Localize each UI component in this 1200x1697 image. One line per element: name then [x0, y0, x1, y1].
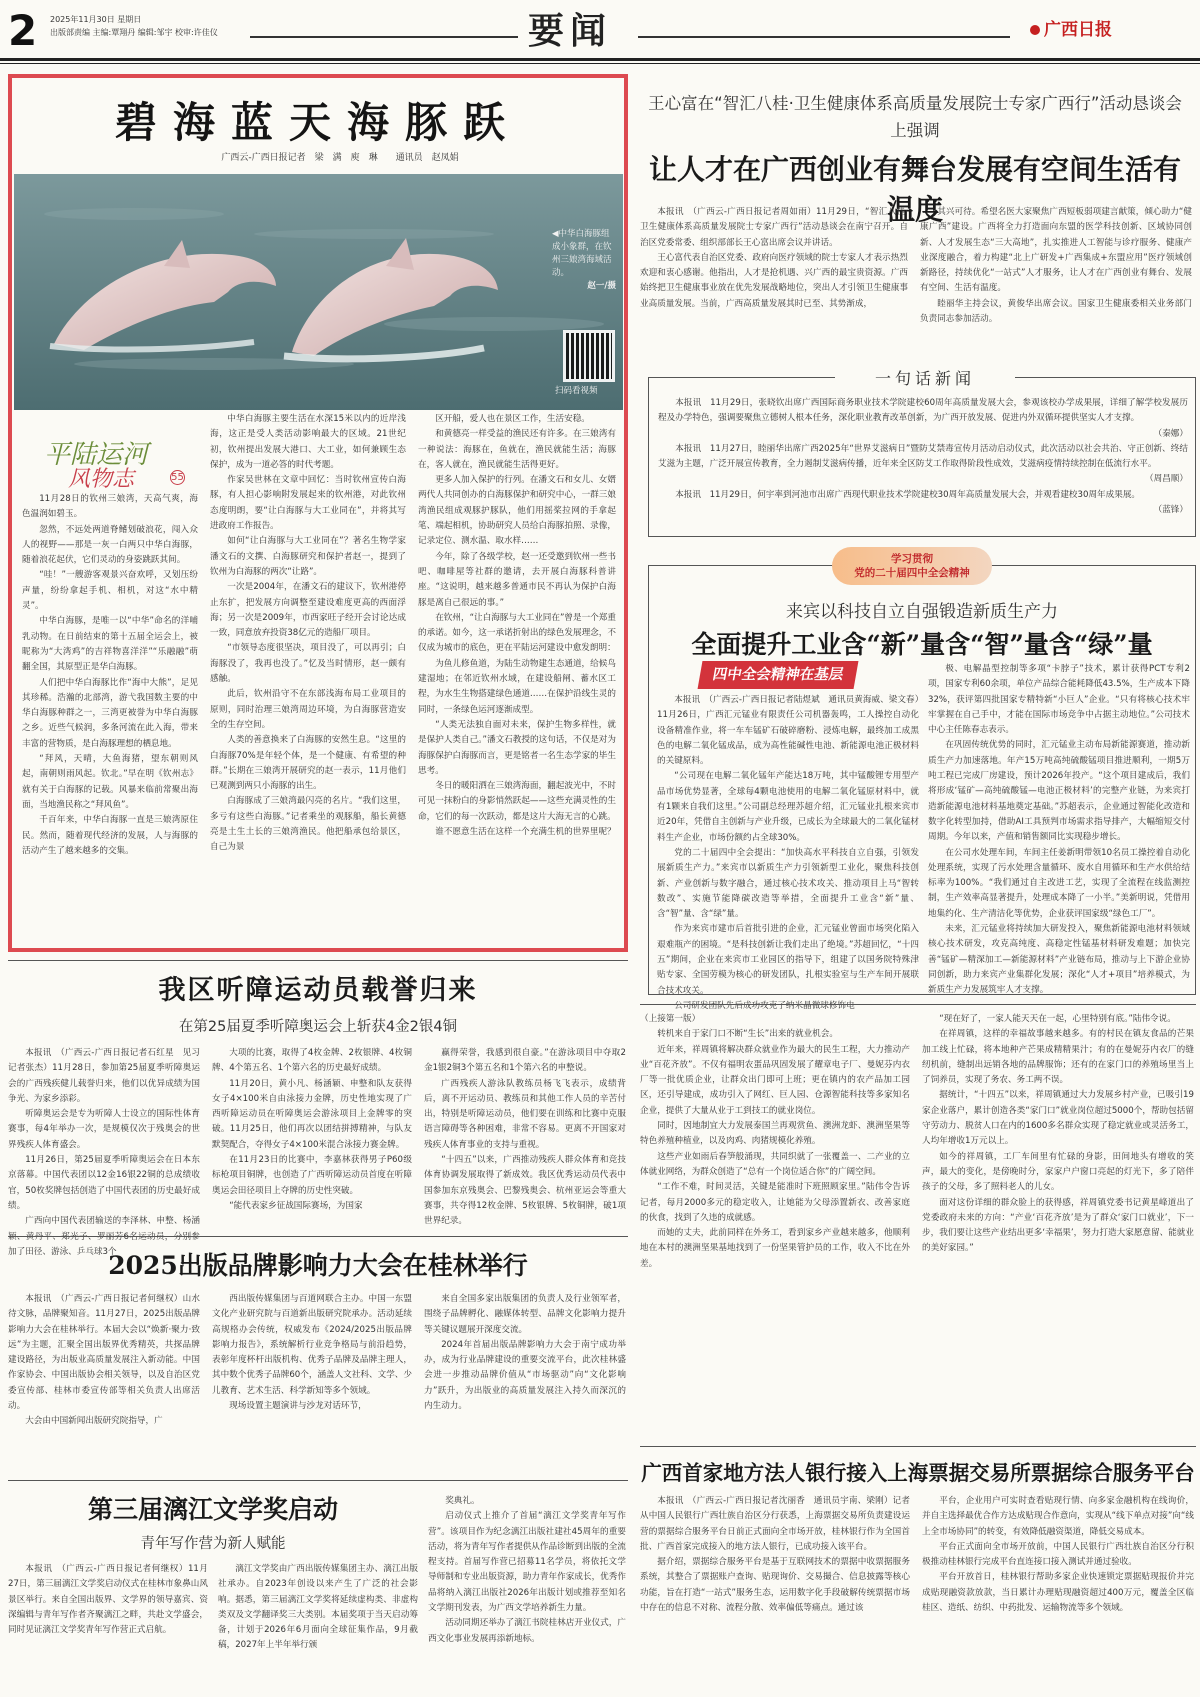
- hearing-column-1: [8, 1046, 200, 1257]
- study-badge-line2: 党的二十届四中全会精神: [854, 567, 970, 579]
- qr-code[interactable]: [563, 330, 615, 382]
- rubric-line1: 平陆运河: [44, 440, 149, 470]
- paragraph: 11月28日的钦州三娘湾，天高气爽，海色温润如碧玉。: [22, 494, 198, 520]
- lijiang-rule: [8, 1480, 628, 1481]
- paragraph: 据介绍，票据综合服务平台是基于互联网技术的票据中收票据服务系统，其整合了票据账户查询、贴现询价、交易撮合、信息披露等核心功能，旨在打造“一站式”服务生态，运用数字化手段破解传统票据市场中存在的信息不对称、流程分散、效率偏低等痛点。通过该: [640, 1557, 910, 1614]
- feature-column-1: [22, 492, 198, 942]
- paragraph: 西出版传媒集团与百道网联合主办。中国一东盟文化产业研究院与百道新出版研究院承办。活动延续高规格办会传统，权威发布《2024/2025出版品牌影响力报告》，系统解析行业竞争格局与前沿趋势，表彰年度杯杆出版机构、优秀子品牌及品牌主理人，其中数个优秀子品牌60个，涵盖人文社科、文学、少儿教育、艺术生活、科学新知等多个领域。: [212, 1294, 412, 1396]
- header-editors: 出版部责编 主编:覃翔丹 编辑:邹宇 校审:许佳仪: [50, 28, 218, 37]
- paragraph: 大项的比赛，取得了4枚金牌、2枚银牌、4枚铜牌、4个第五名、1个第六名的历史最好成绩。: [212, 1048, 412, 1074]
- feature-byline: 广西云-广西日报记者 梁 满 庾 琳 通讯员 赵凤娟: [221, 153, 459, 163]
- series-rubric: [28, 428, 184, 492]
- study-column-1: [657, 693, 919, 1011]
- paragraph: 未来，汇元锰业将持续加大研发投入，聚焦新能源电池材料领域核心技术研发，攻克高纯度、高稳定性锰基材料研发难题；加快完善“锰矿—精深加工—新能源材料”产业链布局，推动与上下游企业协同创新，助力来宾产业集群化发展；深化“人才+项目”培养模式，为新质生产力发展筑牢人才支撑。: [928, 924, 1190, 996]
- photo-credit: 赵一/摄: [587, 281, 616, 291]
- paragraph: “能代表家乡征战国际赛场，为国家: [229, 1200, 363, 1211]
- paragraph: 冬日的暖阳洒在三娘湾海面，翻起波光中，不时可见一抹粉白的身影悄然跃起——这些充满灵性的生命，它们的每一次跃动，都是这片大海无言的心跳。: [418, 781, 616, 822]
- paragraph: 11月26日，第25届夏季听障奥运会在日本东京落幕。中国代表团以12金16银22铜的总成绩收官，50枚奖牌包括创造了中国代表团的历史最好成绩。: [8, 1155, 200, 1211]
- paragraph: 平台，企业用户可实时查看贴现行情、向多家金融机构在线询价，并自主选择最优合作方达成贴现合作意向，实现从“线下单点对接”向“线上全市场协同”的转变，有效降低融资渠道，降低交易成本。: [922, 1496, 1194, 1537]
- section-title: 要闻: [528, 10, 613, 52]
- paragraph: 千百年来，中华白海豚一直是三娘湾原住民。然而，随着现代经济的发展，人与海豚的活动产生了越来越多的交集。: [22, 815, 198, 856]
- header-date: 2025年11月30日 星期日: [50, 15, 142, 24]
- paragraph: 如今的祥周镇，工厂车间里有忙碌的身影，田间地头有增收的笑声，最大的变化，是傍晚时分，家家户户窗口亮起的灯光下，多了陪伴孩子的父母，多了照料老人的儿女。: [922, 1151, 1194, 1193]
- paragraph: 奖典礼。: [445, 1496, 480, 1506]
- paragraph: 2024年首届出版品牌影响力大会于南宁成功举办，成为行业品牌建设的重要交流平台，此次桂林盛会进一步推动品牌价值从“市场驱动”向“文化影响力”跃升，为出版业的高质量发展注入持久而深沉的内生动力。: [424, 1339, 626, 1412]
- news-source: （周昌顺）: [1145, 474, 1188, 485]
- paragraph: 而她的丈夫，此前同样在外务工，看到家乡产业越来越多，他顺利地在本村的澳洲坚果基地找到了一份坚果管护员的工作，收入不比在外差。: [640, 1228, 910, 1269]
- lijiang-column-1: [8, 1562, 208, 1692]
- paragraph: 更多人加入保护的行列。在潘文石和女儿、女婿两代人共同创办的白海豚保护和研究中心，一群三娘湾渔民组成观豚护豚队，他们用摇桨拉网的手拿起笔、端起相机，协助研究人员给白海豚拍照、录像，记录定位、测水温、取水样……: [418, 475, 616, 547]
- study-badge: [832, 547, 992, 585]
- jump-column-2: [922, 1012, 1194, 1434]
- paragraph: 漓江文学奖由广西出版传媒集团主办、漓江出版社承办。自2023年创设以来产生了广泛的社会影响。据悉，第三届漓江文学奖将延续虚构类、非虚构类双及文学翻译奖三大类别。本届奖项于当天启动筹备，计划于2026年6月面向全球征集作品，9月截稿，2027年上半年举行颁: [218, 1564, 418, 1651]
- study-column-2: [928, 662, 1190, 996]
- paragraph: 现场设置主题演讲与沙龙对话环节，: [229, 1401, 367, 1412]
- study-title: 全面提升工业含“新”量含“智”量含“绿”量: [691, 630, 1153, 659]
- paragraph: 党的二十届四中全会提出：“加快高水平科技自立自强，引领发展新质生产力。”来宾市以新质生产力引领新型工业化，聚焦科技创新、产业创新与数字融合，通过核心技术攻关、推动项目上马“智转数改”、实施节能降碳改造等举措，全面提升工业含“新”量、含“智”量、含“绿”量。: [657, 847, 919, 920]
- paragraph: “十四五”以来，广西推动残疾人群众体育和竞技体育协调发展取得了新成效。我区优秀运动员代表中国参加东京残奥会、巴黎残奥会、杭州亚运会等重大赛事，共夺得12枚金牌、5枚银牌、5枚铜牌，破1项世界纪录。: [424, 1155, 626, 1227]
- paragraph: 平台开放首日，桂林银行帮助多家企业快速锁定票据贴现报价并完成贴现融资款放款，当日累计办理贴现融资超过400万元，覆盖全区临桂区、造纸、纺织、中药批发、运输物流等多个领域。: [922, 1572, 1194, 1614]
- paragraph: 极、电解晶型控制等多项“卡脖子”技术，累计获得PCT专利2项，国家专利60余项，单位产品综合能耗降低43.5%，生产成本下降32%，获评第四批国家专精特新“小巨人”企业。“只有将核心技术牢牢掌握在自己手中，才能在国际市场竞争中占据主动地位。”公司技术中心主任陈春志表示。: [928, 664, 1190, 736]
- publishing-column-3: [424, 1292, 626, 1468]
- bank-column-1: [640, 1494, 910, 1692]
- paragraph: “哇！”一艘游客观景兴奋欢呼，又划压纷声量，纷纷拿起手机、相机，对这“水中精灵”。: [22, 570, 198, 612]
- paragraph: 人类的善意换来了白海豚的安然生息。“这里的白海豚70%是年轻个体，是一个健康、有希望的种群。”长期在三娘湾开展研究的赵一表示，11月他们已观测到两只小海豚的出生。: [210, 735, 406, 792]
- hearing-subtitle: 在第25届夏季听障奥运会上斩获4金2银4铜: [178, 1019, 458, 1035]
- one-line-news-items: [658, 396, 1188, 534]
- header-meta: [50, 13, 218, 39]
- paragraph: 本报讯 （广西云-广西日报记者何继权）山水待文脉，品牌聚知音。11月27日，2025出版品牌影响力大会在桂林举行。本届大会以“焕新·聚力·致远”为主题，汇聚全国出版界优秀精英，共探品牌建设路径，为出版业高质量发展注入新动能。中国作家协会、中国出版协会相关领导，以及自治区党委宣传部、桂林市委宣传部等相关负责人出席活动。: [8, 1294, 200, 1412]
- feature-column-3: [418, 412, 616, 942]
- publishing-rule: [8, 1236, 628, 1237]
- rubric-line2: 风物志: [68, 467, 135, 492]
- paragraph: 王心富代表自治区党委、政府向医疗领域的院士专家人才表示热烈欢迎和衷心感谢。他指出，人才是抢机遇、兴广西的最宝贵资源。广西始终把卫生健康事业放在优先发展战略地位，突出人才引领卫生健康事业高质量发展。当前，广西高质量发展其时已至、其势渐成，: [640, 252, 908, 309]
- paragraph: 区开船，爱人也在景区工作，生活安稳。: [435, 414, 590, 424]
- paragraph: 在祥周镇，这样的幸福故事越来越多。有的村民在镇友食品的芒果加工线上忙碌，将本地种产芒果成精精果汁；有的在曼妮芬内衣厂的缝纫机前，缝制出远销各地的品牌服饰；还有的在家门口的养殖场里当上了饲养员，实现了务农、务工两不误。: [922, 1029, 1194, 1086]
- paragraph: 其兴可待。希望名医大家聚焦广西短板弱项建言献策，倾心助力“健康广西”建设。广西将全力打造面向东盟的医学科技创新、区域协同创新、人才发展生态“三大高地”，扎实推进人工智能与诊疗服务、健康产业深度融合，着力构建“北上广研发+广西集成+东盟应用”医疗领域创新路径，持续优化“一站式”人才服务，让人才在广西创业有舞台、发展有空间、生活有温度。: [920, 207, 1192, 294]
- logo-mark-icon: [1030, 25, 1040, 35]
- talent-title: 让人才在广西创业有舞台发展有空间生活有温度: [648, 153, 1181, 226]
- paragraph: “公司现在电解二氧化锰年产能达18万吨，其中锰酸锂专用型产品市场优势显著，全球每4颗电池使用的电解二氧化锰原材料中，就有1颗来自我们这里。”公司副总经理苏超介绍，汇元锰业扎根来宾市近20年，凭借自主创新与产业升级，已成长为全球最大的二氧化锰材料生产企业，市场份额约占全球30%。: [657, 771, 919, 843]
- jump-column-1: [640, 1012, 910, 1434]
- base-badge: 四中全会精神在基层: [698, 661, 859, 689]
- news-source: （蓝锋）: [1153, 505, 1188, 516]
- jump-rule: [640, 1004, 1196, 1005]
- logo-text: 广西日报: [1044, 20, 1112, 40]
- paragraph: “人类无法独自面对未来，保护生物多样性，就是保护人类自己。”潘文石教授的这句话，不仅是对为海豚保护白海豚而言，更是铭者一名生态学家的毕生思考。: [418, 719, 616, 776]
- paragraph: 广西残疾人游泳队教练员杨飞飞表示，成绩背后，离不开运动员、教练员和其他工作人员的辛苦付出，特别是听障运动员，他们要在训练和比赛中克服语言障碍等各种困难，非常不容易。更离不开国家对残疾人体育事业的支持与重视。: [424, 1078, 626, 1150]
- paragraph: 本报讯 （广西云-广西日报记者沈丽香 通讯员宇南、梁刚）记者从中国人民银行广西壮族自治区分行获悉，上海票据交易所负责建设运营的票据综合服务平台日前正式面向全市场开放，桂林银行作为全国首批、广西首家完成接入的地方法人银行，已成功接入该平台。: [640, 1496, 910, 1552]
- publishing-column-1: [8, 1292, 200, 1468]
- paragraph: 大会由中国新闻出版研究院指导，广: [25, 1416, 163, 1427]
- study-kicker: 来宾以科技自立自强锻造新质生产力: [786, 602, 1058, 622]
- hearing-column-2: [212, 1046, 412, 1224]
- paragraph: 据统计，“十四五”以来，祥周镇通过大力发展乡村产业，已吸引19家企业落户，累计创造各类“家门口”就业岗位超过5000个，帮助包括留守劳动力、脱贫人口在内的1600多名群众实现了稳定就业或灵活务工，人均年增收1万元以上。: [922, 1090, 1194, 1147]
- paragraph: “工作不难，时间灵活，关键是能准时下班照顾家里。”陆伟令告诉记者，每月2000多元的稳定收入，让她能为父母添置新衣、改善家庭的伙食，找到了久违的成就感。: [640, 1182, 910, 1223]
- jump-column-1-body: [640, 1027, 910, 1272]
- paragraph: 本报讯 （广西云-广西日报记者何继权）11月27日，第三届漓江文学奖启动仪式在桂林市象鼻山风景区举行。来自全国出版界、文学界的领导嘉宾、资深编辑与青年写作者齐聚漓江之畔，共赴文学盛会，同时见证漓江文学奖青年写作营正式启航。: [8, 1564, 208, 1636]
- talent-column-1: [640, 205, 908, 333]
- paragraph: 来自全国多家出版集团的负责人及行业领军者，围绕子品牌孵化、融媒体转型、品牌文化影响力提升等关键议题展开深度交流。: [424, 1294, 626, 1335]
- paragraph: 赢得荣誉，我感到很自豪。”在游泳项目中夺取2金1银2铜3个第五名和1个第六名的申整说。: [424, 1048, 626, 1074]
- paragraph: “市领导态度很坚决，项目没了，可以再引；白海豚没了，我再也没了。”忆及当时情形，赵一颇有感触。: [210, 643, 406, 685]
- paragraph: 和黄德亮一样受益的渔民还有许多。在三娘湾有一种说法：海豚在，鱼就在，渔民就能生活；海豚在，客人就在，渔民就能生活得更好。: [418, 429, 616, 470]
- paragraph: 在巩固传统优势的同时，汇元锰业主动布局新能源赛道，推动新质生产力加速落地。年产15万吨高纯硫酸锰项目推进顺利，一期5万吨工程已完成厂房建设，预计2026年投产。“这个项目建成后，我们将形成‘锰矿—高纯硫酸锰—电池正极材料’的完整产业链，为来宾打造新能源电池材料基地奠定基础。”苏超表示，企业通过智能化改造和数字化转型加持，借助AI工具预判市场需求指导排产，大幅缩短交付周期。今年以来，产值和销售额同比实现稳步增长。: [928, 740, 1190, 843]
- header-divider: [0, 58, 1200, 61]
- paragraph: 在钦州，“让白海豚与大工业同在”曾是一个郑重的承诺。如今，这一承诺折射出的绿色发展理念，不仅成为城市的底色，更在平陆运河建设中愈发朗明：: [418, 612, 616, 654]
- paragraph: 睦丽华主持会议，黄俊华出席会议。国家卫生健康委相关业务部门负责同志参加活动。: [920, 298, 1192, 325]
- paragraph: 作为来宾市建市后首批引进的企业，汇元锰业曾面市场突化陷入艰难瓶产的困境。“是科技创新让我们走出了绝境。”苏超回忆，“十四五”期间，企业在来宾市工业园区的指导下，组建了以国务院特殊津贴专家、全国劳模为核心的研发团队，扎根实验室与生产车间开展联合技术攻关。: [657, 924, 919, 996]
- paragraph: 作家吴世林在文章中回忆：当时钦州宣传白海豚，有人担心影响附发展起来的钦州港，对此钦州态度明朗，要“让白海豚与大工业同在”，并将其写进政府工作报告。: [210, 475, 406, 532]
- paragraph: “现在好了，一家人能天天在一起，心里特别有底。”陆伟令说。: [939, 1014, 1176, 1024]
- study-badge-line1: 学习贯彻: [891, 553, 933, 565]
- page-number: 2: [8, 6, 38, 55]
- publishing-column-2: [212, 1292, 412, 1468]
- photo-caption-text: ◀中华白海豚组成小象群，在钦州三娘湾海域活动。: [552, 229, 612, 278]
- jump-label: （上接第一版）: [640, 1014, 701, 1024]
- paragraph: 广西向中国代表团输送的李泽林、申整、杨涵颖、黄丹平、郑光子、罗丽芳6名运动员，分别参加了田径、游泳、乒乓球3个: [8, 1216, 200, 1257]
- newspaper-logo: [1030, 15, 1112, 40]
- paragraph: 在11月23日的比赛中，李嘉林获得男子P60级标枪项目铜牌，也创造了广西听障运动员首度在听障奥运会田径项目上夺牌的历史性突破。: [212, 1155, 412, 1196]
- photo-caption: [552, 228, 616, 293]
- lijiang-column-3: [428, 1494, 626, 1692]
- paragraph: 同时，因地制宜大力发展泰国兰再观赏鱼、澳洲龙虾、澳洲坚果等特色养殖种植业，以及肉鸡、肉猪规模化养殖。: [640, 1121, 910, 1147]
- paragraph: 这些产业如雨后春笋般涌现，共同织就了一张覆盖一、二产业的立体就业网络，为群众创造了“总有一个岗位适合你”的广阔空间。: [640, 1151, 910, 1177]
- bank-rule: [640, 1446, 1196, 1447]
- lijiang-column-2: [218, 1562, 418, 1692]
- one-line-news-title: 一句话新闻: [835, 366, 1015, 389]
- paragraph: 面对这份详细的群众脸上的获得感，祥周镇党委书记黄星峰道出了党委政府未来的方向：“产业‘百花齐放’是为了群众‘家门口就业’，下一步，我们要让这些产业结出更多‘幸福果’，努力打造大家愿意留、能就业的美好家园。”: [922, 1197, 1194, 1254]
- publishing-title: 2025出版品牌影响力大会在桂林举行: [108, 1251, 528, 1280]
- news-source: （秦娜）: [1153, 428, 1188, 439]
- news-item: 本报讯 11月27日，睦丽华出席广西2025年“世界艾滋病日”暨防艾禁毒宣传月活动启动仪式，此次活动以社会共治、守正创新、终结艾滋为主题，广泛开展宣传教育，全力遏制艾滋病传播，近年来全区防艾工作取得阶段性成效，艾滋病疫情持续控制在低流行水平。: [658, 443, 1188, 470]
- qr-label: 扫码看视频: [555, 386, 598, 396]
- paragraph: 本报讯 （广西云-广西日报记者周如雨）11月29日，“智汇八桂·卫生健康体系高质量发展院士专家广西行”活动恳谈会在南宁召开。自治区党委常委、组织部部长王心富出席会议并讲话。: [640, 207, 908, 248]
- news-item: 本报讯 11月29日，张晓钦出席广西国际商务职业技术学院建校60周年高质量发展大会，参观该校办学成果展，详细了解学校发展历程及办学特色，强调要聚焦立德树人根本任务，深化职业教育改革创新，为广西开放发展、促进内外双循环提供坚实人才支撑。: [658, 398, 1188, 424]
- news-item: 本报讯 11月29日，何宇率到河池市出席广西现代职业技术学院建校30周年高质量发展大会，并观看建校30周年成果展。: [675, 489, 1141, 500]
- bank-title: 广西首家地方法人银行接入上海票据交易所票据综合服务平台: [641, 1461, 1195, 1485]
- paragraph: 白海豚成了三娘湾最闪亮的名片。“我们这里，多亏有这些白海豚。”记者乘坐的观豚船，船长黄德亮是土生土长的三娘湾渔民。他把船承包给景区，自己为景: [210, 796, 406, 853]
- paragraph: 转机来自于家门口不断“生长”出来的就业机会。: [657, 1029, 838, 1040]
- paragraph: 活动同期还举办了漓江书院桂林店开业仪式，广西文化事业发展再添新地标。: [428, 1618, 626, 1644]
- header-divider-thin: [0, 63, 1200, 64]
- feature-column-2: [210, 412, 406, 942]
- paragraph: 听障奥运会是专为听障人士设立的国际性体育赛事，每4年举办一次，是规模仅次于残奥会的世界残疾人体育盛会。: [8, 1109, 200, 1150]
- feature-title: 碧海蓝天海豚跃: [114, 98, 521, 147]
- paragraph: 一次是2004年，在潘文石的建议下，钦州港停止东扩，把发展方向调整至建设难度更高的西面浮海；另一次是2009年，市西家旺子经开会讨论达成一致，同意放弃投资38亿元的造船厂项目。: [210, 582, 406, 639]
- bank-column-2: [922, 1494, 1194, 1692]
- paragraph: 启动仪式上推介了首届“漓江文学奖青年写作营”。该项目作为纪念漓江出版社建社45周年的重要活动，将为青年写作者提供从作品诊断到出版的全流程支持。首届写作营已招募11名学员，将依托文学导师制和专业出版资源，助力青年作家成长，优秀作品将纳入漓江出版社2026年出版计划或推荐至知名文学期刊发表，为广西文学培养新生力量。: [428, 1511, 626, 1614]
- talent-kicker: 王心富在“智汇八桂·卫生健康体系高质量发展院士专家广西行”活动恳谈会上强调: [648, 94, 1182, 140]
- paragraph: 此后，钦州沿守不在东部浅海布局工业项目的原则，同时治理三娘湾周边环境，为白海豚营造安全的生存空间。: [210, 689, 406, 730]
- hearing-title: 我区听障运动员载誉归来: [158, 975, 478, 1006]
- paragraph: 谁不愿意生活在这样一个充满生机的世界里呢？: [435, 827, 616, 838]
- paragraph: 本报讯 （广西云-广西日报记者陆煜斌 通讯员黄海威、梁文春）11月26日，广西汇元锰业有限责任公司机器轰鸣，工人操控自动化设备精准作业，将一车车锰矿石破碎磨粉、浸炼电解，最终加工成黑色的电解二氧化锰成品，成为高性能碱性电池、新能源电池正极材料的关键原料。: [657, 695, 919, 767]
- paragraph: 中华白海豚，是唯一以“中华”命名的洋哺乳动物。在日前结束的第十五届全运会上，被昵称为“大湾鸡”的吉祥物喜洋洋”“乐融融”萌翻全国，其原型正是华白海豚。: [22, 616, 198, 673]
- paragraph: 如何“让白海豚与大工业同在”？著名生物学家潘文石的文撰、白海豚研究和保护者赵一，提到了钦州为白海豚的两次“让路”。: [210, 536, 406, 577]
- header-rule-left: [250, 36, 518, 38]
- paragraph: 在公司水处理车间，车间主任姜新明带领10名员工操控着自动化处理系统，实现了污水处理含量循环、废水自用循环和生产水供给结标率为100%。“我们通过自主改进工艺，实现了全流程在线监测控制，生产效率高显著提升，处理成本降了一小半。”美新明说，凭借用地集约化、生产清洁化等优势，企业获评国家级“绿色工厂”。: [928, 847, 1190, 919]
- hearing-column-3: [424, 1046, 626, 1227]
- rubric-number: 55: [171, 472, 184, 483]
- paragraph: 人们把中华白海豚比作“海中大熊”，足见其珍稀。浩瀚的北部湾，游弋我国数主要的中华白海豚种群之一，三湾更被誉为中华白海豚之乡。近些气候润，多条河流在此入海，带来丰富的营物质，是白海豚理想的栖息地。: [22, 677, 198, 749]
- hearing-rule: [8, 960, 628, 961]
- paragraph: 11月20日，黄小凡、杨涵颖、申整和队友获得女子4×100米自由泳接力金牌，历史性地实现了广西听障运动员在听障奥运会游泳项目上金牌零的突破。11月25日，他们再次以团结拼搏精神，与队友默契配合，夺得女子4×100米混合泳接力赛金牌。: [212, 1078, 412, 1150]
- paragraph: 近年来，祥周镇将解决群众就业作为最大的民生工程，大力推动产业“百花齐放”。不仅有福明农蛋品巩固发展了耀章电子厂、曼妮芬内衣厂等一批优质企业，让群众出门即可上班；更在镇内的农产品加工园区，还引导建成，成功引入了网红、巨人园、仓源智能科技等多家知名企业，提供了大量从业于工到技工的就业岗位。: [640, 1044, 910, 1116]
- paragraph: “拜风，天晴，大鱼海猪，望东朝则风起，南朝则雨风起。钦北。”早在明《钦州志》就有关于白海豚的记载。风暴来临前常聚出海面，当地渔民称之“拜风鱼”。: [22, 754, 198, 810]
- dolphin-illustration: [14, 174, 623, 410]
- lijiang-subtitle: 青年写作营为新人赋能: [140, 1536, 286, 1552]
- paragraph: 中华白海豚主要生活在水深15米以内的近岸浅海，这正是受人类活动影响最大的区域。21世纪初，钦州提出发展大港口、大工业，如何兼顾生态保护，成为一道必答的时代考题。: [210, 414, 406, 470]
- lijiang-title: 第三届漓江文学奖启动: [87, 1495, 338, 1524]
- header-rule-right: [638, 36, 1010, 38]
- dolphin-photo: [14, 174, 623, 410]
- paragraph: 为鱼儿修鱼道，为陆生动物建生态通道，给候鸟建湿地；在邻近钦州水域，在建设船闸、蓄水区工程，为水生生物搭建绿色通道……在保护沿线生灵的同时，一条绿色运河逐渐成型。: [418, 658, 616, 715]
- paragraph: 忽然，不远处两道脊鳍划破浪花，闯入众人的视野——那是一灰一白两只中华白海豚，随着浪花起伏，它们灵动的身姿跳跃其间。: [22, 524, 198, 566]
- talent-column-2: [920, 205, 1192, 333]
- paragraph: 公司研发团队先后成功攻克了纳米晶微球修饰电: [674, 1000, 855, 1011]
- paragraph: 今年，除了各级学校，赵一还受邀到钦州一些书吧、咖啡屋等社群的邀请，去开展白海豚科普讲座。“这说明，越来越多普通市民不再认为保护白海豚是离自己很远的事。”: [418, 551, 616, 608]
- paragraph: 本报讯 （广西云-广西日报记者石红星 见习记者张杰）11月28日，参加第25届夏季听障奥运会的广西残疾健儿载誉归来，他们以优异成绩为国争光、为家乡添彩。: [8, 1048, 200, 1104]
- paragraph: 平台正式面向全市场开放前，中国人民银行广西壮族自治区分行积极推动桂林银行完成平台直连接口接入测试并通过验收。: [922, 1541, 1194, 1568]
